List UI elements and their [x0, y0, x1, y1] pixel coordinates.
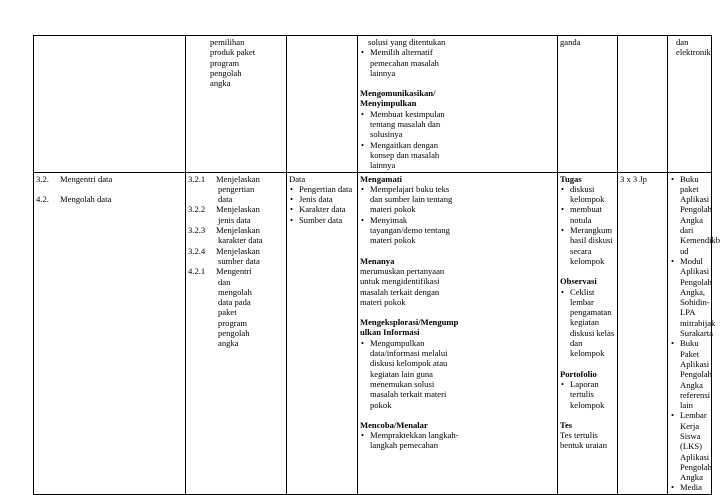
list-item-line: kegiatan — [570, 317, 600, 328]
kd-cell — [34, 172, 186, 494]
list-item — [560, 225, 615, 266]
list-item-line: Modul — [680, 255, 703, 266]
list-item-line: (LKS) — [680, 441, 702, 452]
list-item-line: Mempraktekkan langkah- — [370, 430, 459, 441]
bullet-icon: • — [361, 108, 365, 119]
list-item-line: Jenis data — [299, 194, 333, 205]
penilaian-cell — [558, 36, 618, 173]
list-item-line: kelompok — [570, 399, 605, 410]
indicator-number: 4.2.1 — [188, 266, 206, 277]
list-item — [560, 379, 615, 410]
indicator-line: pemilihan — [210, 37, 245, 47]
list-item — [560, 184, 615, 205]
bullet-icon: • — [361, 337, 365, 348]
kd-number: 3.2. — [36, 173, 49, 184]
list-item-line: kegiatan lain guna — [370, 368, 433, 379]
list-item — [360, 430, 555, 451]
kegiatan-cell — [358, 172, 558, 494]
list-item-line: ud — [680, 245, 689, 256]
kd-list — [36, 174, 183, 205]
list-item-line: referensi — [680, 389, 711, 400]
list-item-line: Sohidin- — [680, 297, 710, 308]
indicator-item — [188, 246, 284, 256]
indicator-line: data pada — [218, 297, 251, 308]
list-item-line: diskusi kelas — [570, 327, 615, 338]
list-item-line: langkah pemecahan — [370, 440, 438, 451]
indicator-line: angka — [210, 78, 231, 89]
bullet-icon: • — [671, 338, 675, 349]
list-item-line: Merangkum — [570, 225, 613, 236]
kegiatan-list — [360, 174, 555, 451]
indicator-text: Menjelaskan — [216, 204, 260, 215]
list-item-line: Angka dari — [680, 214, 703, 236]
kegiatan-continuation — [360, 37, 555, 171]
indicator-line: dan — [218, 276, 231, 287]
bullet-icon: • — [671, 255, 675, 266]
list-item-line: Aplikasi — [680, 451, 710, 462]
list-item — [360, 184, 555, 215]
list-item — [670, 338, 712, 411]
indicator-line: program — [218, 317, 248, 328]
penilaian-cell — [558, 172, 618, 494]
list-item-line: kelompok — [570, 255, 605, 266]
list-item-line: Pengolah — [680, 461, 712, 472]
list-item-line: Memilih alternatif — [370, 47, 433, 58]
list-item-line: Pengertian data — [299, 183, 353, 194]
indicator-text: Menjelaskan — [216, 245, 260, 256]
indicator-item — [188, 266, 284, 276]
bullet-icon: • — [361, 183, 365, 194]
bullet-icon: • — [671, 173, 675, 184]
list-item-line: lain — [680, 400, 693, 411]
list-item-line: Angka — [680, 472, 703, 483]
bullet-icon: • — [361, 47, 365, 58]
list-item-line: materi pokok — [370, 235, 416, 246]
kd-item — [36, 174, 183, 184]
list-item-line: lembar — [570, 296, 594, 307]
bullet-icon: • — [290, 214, 294, 225]
list-item-line: masalah terkait materi — [370, 389, 447, 400]
list-item-line: data/informasi melalui — [370, 348, 448, 359]
penilaian-list — [560, 174, 615, 451]
indicator-line: paket — [218, 307, 237, 318]
indicator-line: mengolah — [218, 286, 252, 297]
list-item-line: dan sumber lain tentang — [370, 194, 453, 205]
list-item — [670, 173, 720, 256]
bullet-icon: • — [361, 214, 365, 225]
list-item-line: Kemendikb — [680, 235, 720, 246]
penilaian-heading: Portofolio — [560, 368, 597, 379]
indicator-item — [188, 174, 284, 184]
bullet-icon: • — [671, 482, 675, 493]
bullet-icon: • — [361, 139, 365, 150]
list-item-line: Lembar — [680, 410, 707, 421]
list-item — [289, 204, 355, 214]
indicator-text: Mengentri — [216, 266, 252, 277]
kd-text: Mengentri data — [60, 173, 113, 184]
list-item-line: tertulis — [570, 389, 594, 400]
kegiatan-line: merumuskan pertanyaan — [360, 265, 445, 276]
kegiatan-heading: ulkan Informasi — [360, 327, 420, 338]
list-item-line: Membuat kesimpulan — [370, 108, 445, 119]
bullet-icon: • — [290, 194, 294, 205]
list-item-line: Angka, — [680, 286, 706, 297]
list-item-line: hasil diskusi — [570, 235, 613, 246]
list-item — [289, 194, 355, 204]
list-item-line: LPA — [680, 307, 696, 318]
alokasi-waktu: 3 x 3 Jp — [620, 173, 647, 184]
indicator-line: angka — [218, 338, 239, 349]
list-item — [289, 184, 355, 194]
list-item-line: Buku Paket — [680, 338, 700, 359]
kegiatan-heading: Menanya — [360, 255, 395, 266]
indicator-line: karakter data — [218, 235, 263, 246]
list-item — [560, 204, 615, 225]
list-item-line: konsep dan masalah — [370, 149, 440, 160]
kegiatan-cell — [358, 36, 558, 173]
list-item — [670, 410, 712, 483]
bullet-icon: • — [561, 204, 565, 215]
bullet-icon: • — [561, 225, 565, 236]
penilaian-text: ganda — [560, 37, 581, 47]
list-item-line: mitrabijak — [680, 317, 716, 328]
table-row-kd-3-2 — [34, 172, 712, 494]
list-item-line: pengamatan — [570, 307, 612, 318]
list-item-line: Pengolah — [680, 204, 712, 215]
list-item-line: menemukan solusi — [370, 378, 435, 389]
list-item-line: diskusi — [570, 183, 595, 194]
sumber-line: elektronik — [676, 47, 711, 58]
indicator-line: pengolah — [210, 67, 242, 78]
indicator-line: pengertian — [218, 183, 255, 194]
kegiatan-line: masalah terkait dengan — [360, 286, 440, 297]
bullet-icon: • — [290, 183, 294, 194]
list-item-line: Buku paket — [680, 173, 699, 194]
list-item-line: diskusi kelompok atau — [370, 358, 448, 369]
kegiatan-heading: Mengeksplorasi/Mengump — [360, 317, 459, 328]
indicator-cell — [186, 172, 287, 494]
penilaian-heading: Tes — [560, 419, 573, 430]
kegiatan-line: materi pokok — [360, 296, 406, 307]
alokasi-cell — [618, 172, 668, 494]
list-item-line: pokok — [370, 399, 392, 410]
materi-title: Data — [289, 173, 306, 184]
list-item-line: Mengaitkan dengan — [370, 139, 439, 150]
list-item-line: lainnya — [370, 160, 396, 171]
list-item-line: Ceklist — [570, 286, 595, 297]
indicator-line: data — [218, 194, 233, 205]
list-item — [289, 215, 355, 225]
bullet-icon: • — [561, 183, 565, 194]
list-item-line: Mengumpulkan — [370, 337, 425, 348]
list-item — [670, 482, 709, 492]
list-item-line: Kerja Siswa — [680, 420, 701, 441]
kegiatan-heading: Mencoba/Menalar — [360, 419, 428, 430]
list-item-line: Karakter data — [299, 204, 346, 215]
list-item-line: Aplikasi — [680, 358, 710, 369]
penilaian-heading: Tugas — [560, 173, 582, 184]
materi-cell — [287, 36, 358, 173]
sumber-continuation — [670, 37, 709, 58]
penilaian-line: Tes tertulis — [560, 430, 598, 441]
sumber-cell — [668, 36, 712, 173]
indicator-line: sumber data — [218, 255, 260, 266]
sumber-list — [670, 173, 720, 493]
list-item-line: Angka — [680, 379, 703, 390]
list-item — [360, 140, 555, 171]
sumber-cell — [668, 172, 720, 494]
list-item-line: Laporan — [570, 378, 599, 389]
indicator-line: program — [210, 57, 240, 68]
sumber-line: dan — [676, 37, 689, 47]
list-item-line: kelompok — [570, 348, 605, 359]
list-item-line: Surakarta — [680, 328, 713, 339]
alokasi-cell — [618, 36, 668, 173]
list-item — [360, 215, 555, 246]
list-item — [670, 255, 716, 339]
list-item-line: Mempelajari buku teks — [370, 183, 450, 194]
list-item-line: membuat — [570, 204, 602, 215]
kd-cell — [34, 36, 186, 173]
penilaian-heading: Observasi — [560, 276, 597, 287]
list-item-line: secara — [570, 245, 592, 256]
list-item-line: dan — [570, 338, 583, 349]
list-item-line: Sumber data — [299, 214, 343, 225]
list-item-line: notula — [570, 214, 592, 225]
indicator-line: produk paket — [210, 47, 256, 58]
bullet-icon: • — [671, 410, 675, 421]
indicator-number: 3.2.3 — [188, 225, 206, 236]
syllabus-table — [33, 35, 720, 495]
indicator-number: 3.2.4 — [188, 245, 206, 256]
table-row-continuation — [34, 36, 712, 173]
list-item-line: Media — [680, 482, 702, 493]
indicator-line: jenis data — [218, 214, 251, 225]
materi-cell — [287, 172, 358, 494]
kegiatan-heading: Menyimpulkan — [360, 98, 417, 109]
kegiatan-line: untuk mengidentifikasi — [360, 276, 440, 287]
kd-number: 4.2. — [36, 193, 49, 204]
kegiatan-heading: Mengomunikasikan/ — [360, 88, 436, 99]
list-item — [360, 338, 555, 410]
list-item-line: materi pokok — [370, 204, 416, 215]
indicator-text: Menjelaskan — [216, 173, 260, 184]
indicator-text: Menjelaskan — [216, 225, 260, 236]
list-item-line: tentang masalah dan — [370, 119, 441, 130]
indicator-continuation — [188, 37, 284, 88]
list-item-line: tayangan/demo tentang — [370, 225, 450, 236]
kegiatan-heading: Mengamati — [360, 173, 403, 184]
kd-item — [36, 194, 183, 204]
indicator-cell — [186, 36, 287, 173]
list-item-line: pemecahan masalah — [370, 57, 439, 68]
list-item-line: Menyimak — [370, 214, 408, 225]
materi-list — [289, 184, 355, 225]
indicator-number: 3.2.2 — [188, 204, 206, 215]
list-item-line: Pengolah — [680, 276, 712, 287]
indicator-number: 3.2.1 — [188, 173, 206, 184]
indicator-list — [188, 174, 284, 349]
kegiatan-line: solusi yang ditentukan — [368, 37, 446, 47]
list-item-line: Pengolah — [680, 369, 712, 380]
list-item-line: Aplikasi — [680, 266, 710, 277]
list-item-line: solusinya — [370, 129, 403, 140]
kd-text: Mengolah data — [60, 193, 112, 204]
list-item — [560, 287, 615, 359]
indicator-item — [188, 204, 284, 214]
list-item-line: kelompok — [570, 194, 605, 205]
list-item-line: Aplikasi — [680, 194, 710, 205]
bullet-icon: • — [561, 378, 565, 389]
list-item — [360, 109, 555, 140]
list-item-line: lainnya — [370, 67, 396, 78]
list-item — [360, 47, 555, 78]
penilaian-line: bentuk uraian — [560, 440, 608, 451]
indicator-line: pengolah — [218, 328, 250, 339]
bullet-icon: • — [561, 286, 565, 297]
indicator-item — [188, 225, 284, 235]
bullet-icon: • — [361, 430, 365, 441]
bullet-icon: • — [290, 204, 294, 215]
